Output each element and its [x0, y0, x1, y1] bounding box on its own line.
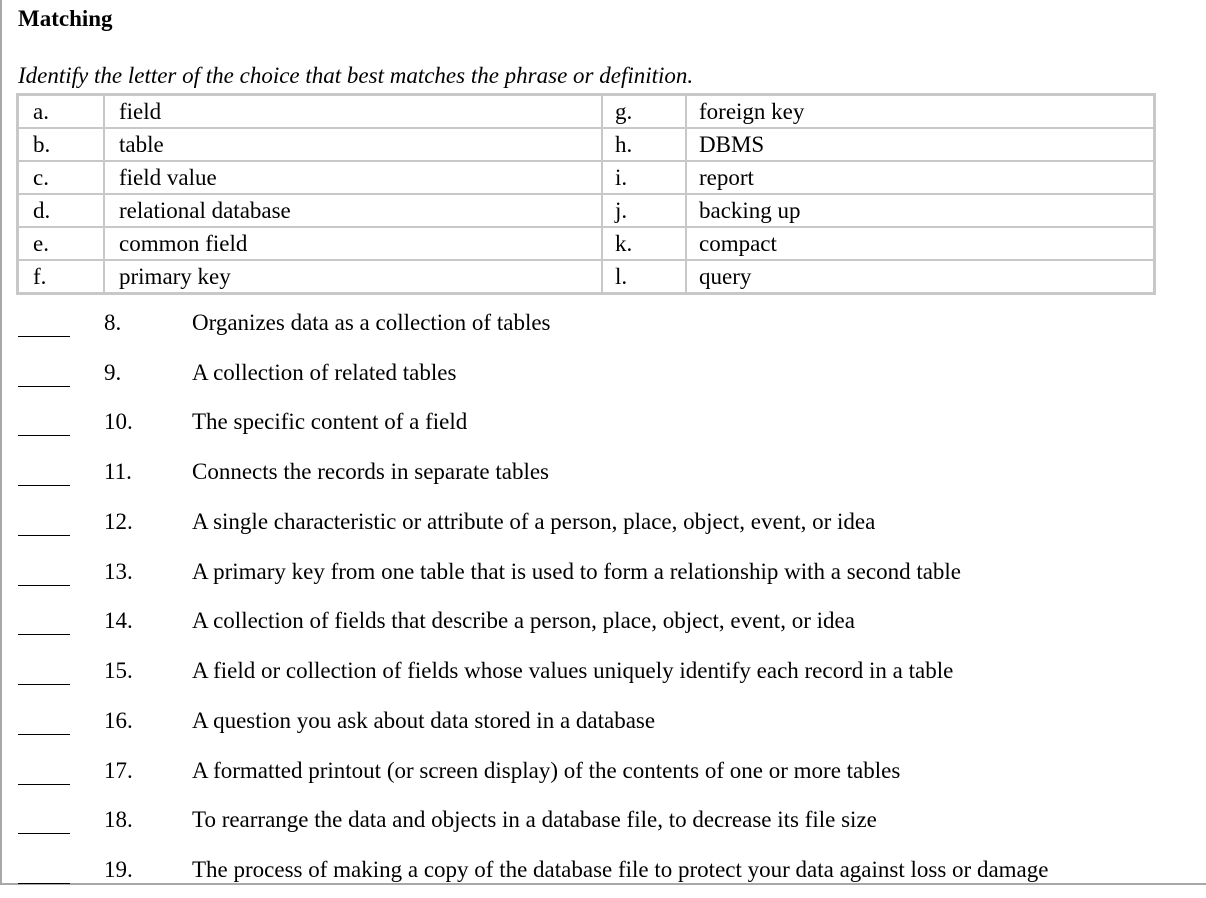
question-number: 10.	[104, 409, 133, 434]
question-item	[0, 310, 1206, 346]
question-item	[0, 409, 1206, 445]
choices-row	[18, 194, 1154, 227]
question-text: A question you ask about data stored in a database	[192, 708, 656, 733]
choice-letter: j.	[602, 194, 686, 227]
choice-letter: k.	[602, 227, 686, 260]
answer-blank[interactable]	[18, 417, 70, 436]
choice-term: field	[104, 95, 602, 128]
question-item	[0, 807, 1206, 843]
choice-letter: f.	[18, 260, 104, 293]
choice-term: relational database	[104, 194, 602, 227]
choice-term: common field	[104, 227, 602, 260]
question-number: 19.	[104, 857, 133, 882]
choice-letter: e.	[18, 227, 104, 260]
choice-term: field value	[104, 161, 602, 194]
answer-blank[interactable]	[18, 368, 70, 387]
answer-blank[interactable]	[18, 616, 70, 635]
choices-row	[18, 95, 1154, 128]
answer-blank[interactable]	[18, 318, 70, 337]
question-number: 9.	[104, 360, 122, 385]
answer-blank[interactable]	[18, 815, 70, 834]
answer-blank[interactable]	[18, 517, 70, 536]
answer-blank[interactable]	[18, 865, 70, 884]
question-text: A formatted printout (or screen display) of the contents of one or more tables	[192, 758, 901, 783]
choices-row	[18, 227, 1154, 260]
question-item	[0, 857, 1206, 893]
question-text: A single characteristic or attribute of a person, place, object, event, or idea	[192, 509, 876, 534]
answer-blank[interactable]	[18, 567, 70, 586]
answer-blank[interactable]	[18, 467, 70, 486]
question-number: 11.	[104, 459, 132, 484]
choice-letter: l.	[602, 260, 686, 293]
question-number: 12.	[104, 509, 133, 534]
choice-letter: b.	[18, 128, 104, 161]
choice-letter: g.	[602, 95, 686, 128]
choice-term: primary key	[104, 260, 602, 293]
question-text: The specific content of a field	[192, 409, 468, 434]
question-item	[0, 559, 1206, 595]
choices-row	[18, 260, 1154, 293]
question-text: Organizes data as a collection of tables	[192, 310, 551, 335]
question-number: 16.	[104, 708, 133, 733]
question-number: 13.	[104, 559, 133, 584]
choice-term: foreign key	[686, 95, 1154, 128]
question-text: Connects the records in separate tables	[192, 459, 550, 484]
choices-row	[18, 128, 1154, 161]
answer-blank[interactable]	[18, 666, 70, 685]
choice-term: compact	[686, 227, 1154, 260]
question-number: 8.	[104, 310, 122, 335]
choice-letter: c.	[18, 161, 104, 194]
question-number: 15.	[104, 658, 133, 683]
question-text: A collection of related tables	[192, 360, 457, 385]
choice-letter: d.	[18, 194, 104, 227]
question-number: 17.	[104, 758, 133, 783]
question-text: To rearrange the data and objects in a database file, to decrease its file size	[192, 807, 877, 832]
question-number: 14.	[104, 608, 133, 633]
choice-term: DBMS	[686, 128, 1154, 161]
question-text: A collection of fields that describe a person, place, object, event, or idea	[192, 608, 855, 633]
question-text: A field or collection of fields whose values uniquely identify each record in a table	[192, 658, 954, 683]
question-item	[0, 708, 1206, 744]
choice-term: backing up	[686, 194, 1154, 227]
choice-letter: h.	[602, 128, 686, 161]
question-item	[0, 509, 1206, 545]
choice-term: table	[104, 128, 602, 161]
section-title: Matching	[18, 6, 113, 31]
question-item	[0, 360, 1206, 396]
choice-term: report	[686, 161, 1154, 194]
instructions: Identify the letter of the choice that best matches the phrase or definition.	[18, 63, 694, 88]
choice-letter: a.	[18, 95, 104, 128]
answer-blank[interactable]	[18, 766, 70, 785]
question-item	[0, 459, 1206, 495]
choices-row	[18, 161, 1154, 194]
question-number: 18.	[104, 807, 133, 832]
question-text: The process of making a copy of the database file to protect your data against loss or damage	[192, 857, 1049, 882]
choice-letter: i.	[602, 161, 686, 194]
question-item	[0, 758, 1206, 794]
question-item	[0, 658, 1206, 694]
choice-term: query	[686, 260, 1154, 293]
question-item	[0, 608, 1206, 644]
answer-blank[interactable]	[18, 716, 70, 735]
question-text: A primary key from one table that is used to form a relationship with a second table	[192, 559, 962, 584]
choices-table	[16, 93, 1156, 295]
